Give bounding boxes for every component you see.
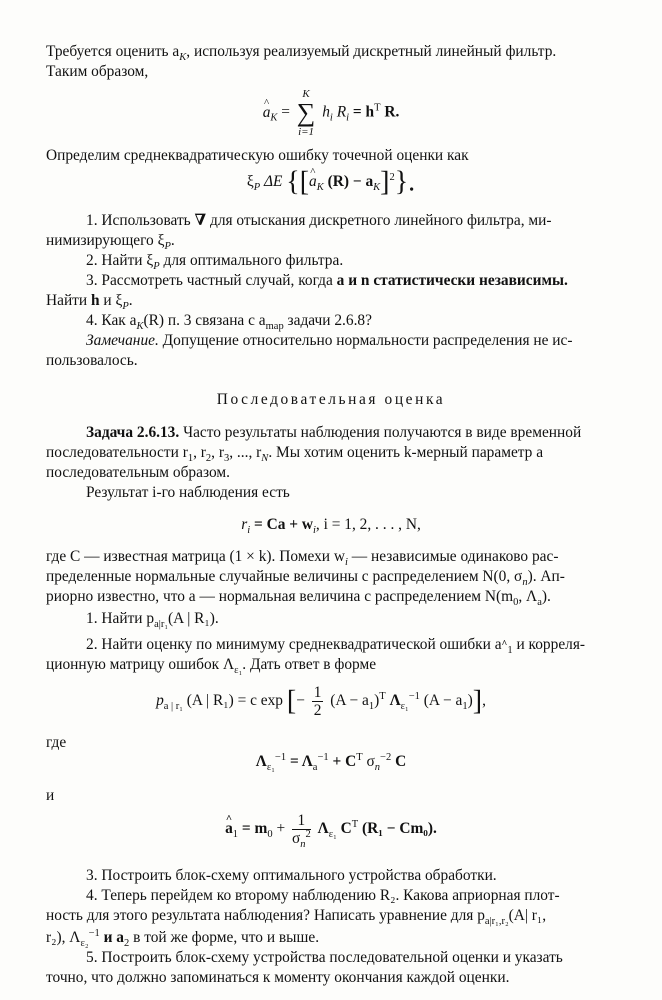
- subtask-4: 4. Теперь перейдем ко второму наблюдению R₂. Какова априорная плот-: [86, 887, 560, 904]
- section-heading: Последовательная оценка: [216, 391, 446, 408]
- subtask-3: 3. Построить блок-схему оптимального устройства обработки.: [86, 867, 497, 884]
- where-label-1: где: [46, 734, 67, 751]
- remark: Замечание. Допущение относительно нормальности распределения не ис-: [86, 332, 573, 349]
- remark-cont: пользовалось.: [46, 352, 138, 369]
- task-2613-line-2: последовательности $r_1$, $r_2$, $r_3$, ..., $r_N$. Мы хотим оценить k-мерный параметр a: [46, 444, 544, 465]
- subtask-4-cont: ность для этого результата наблюдения? Написать уравнение для $p_{a|r_1,r_2}(A|$ r₁,: [46, 907, 547, 928]
- task-2613-line-4: Результат i-го наблюдения есть: [86, 484, 290, 501]
- intro-line-2: Таким образом,: [46, 63, 149, 80]
- equation-mse: $\xi_P$ ΔE {[^ $a_K$ $(R) - a_K]^2$}.: [46, 172, 616, 192]
- subtask-5-cont: точно, что должно запоминаться к моменту окончания каждой оценки.: [46, 969, 510, 986]
- bottom-block: [46, 0, 616, 1000]
- subtask-2-cont: ционную матрицу ошибок $\Lambda_{\varepsilon_1}$. Дать ответ в форме: [46, 656, 377, 677]
- subtask-2: 2. Найти оценку по минимуму среднеквадратической ошибки $a^{\^{}}_1$ и корреля-: [86, 636, 586, 657]
- subtask-1: 1. Найти $p_{a|r_1}(A$ | R₁).: [86, 610, 219, 631]
- task-item-4: 4. Как $a_K(R)$ п. 3 связана с $a_{map}$ задачи 2.6.8?: [86, 312, 372, 333]
- equation-observation: $r_i = Ca + w_i$, i = 1, 2, . . . , N,: [241, 516, 421, 537]
- where-line-2: пределенные нормальные случайные величины с распределением N(0, $\sigma_n$). Ап-: [46, 568, 565, 589]
- equation-estimate-sum: ^ $a_K$ = K ∑ i=1 $h_i$ $R_i = h^T$ R.: [46, 88, 616, 138]
- task-2613-line-1: Задача 2.6.13. Часто результаты наблюдения получаются в виде временной: [86, 424, 582, 441]
- task-item-3: 3. Рассмотреть частный случай, когда a и n статистически независимы.: [86, 272, 568, 289]
- where-line-1: где C — известная матрица (1 × k). Помехи $w_i$ — независимые одинаково рас-: [46, 548, 559, 569]
- mse-definition-text: Определим среднеквадратическую ошибку точечной оценки как: [46, 147, 469, 164]
- where-line-3: риорно известно, что a — нормальная величина с распределением $N(m_0$, $\Lambda_a$).: [46, 588, 551, 609]
- equation-posterior: $p_{a | r_1}$ (A | R₁) = c exp [− $\frac{1}{2}$ $(A - a_1)^T$ $\Lambda_{\varepsilon_1}^{-1}$ $(A - a_1)$],: [156, 684, 486, 719]
- subtask-5: 5. Построить блок-схему устройства последовательной оценки и указать: [86, 949, 563, 966]
- task-item-1-cont: нимизирующего $\xi_P$.: [46, 232, 175, 253]
- equation-estimate-update: ^ $a_1 = m_0$ + $\frac{1}{\sigma_n^2}$ $\Lambda_{\varepsilon_1}$ $C^T$ (R₁ − Cm₀).: [46, 812, 616, 847]
- subtask-4-cont-2: r₂), $\Lambda_{\varepsilon_2}^{-1}$ и $a_2$ в той же форме, что и выше.: [46, 927, 320, 950]
- task-2613-line-3: последовательным образом.: [46, 464, 230, 481]
- task-item-2: 2. Найти $\xi_P$ для оптимального фильтра.: [86, 252, 344, 273]
- and-label: и: [46, 787, 55, 804]
- task-item-1: 1. Использовать ∇ для отыскания дискретного линейного фильтра, ми-: [86, 212, 552, 229]
- task-item-3-cont: Найти h и $\xi_P$.: [46, 292, 133, 313]
- intro-line-1: Требуется оценить $a_K$, используя реализуемый дискретный линейный фильтр.: [46, 43, 557, 64]
- equation-error-inverse: $\Lambda_{\varepsilon_1}^{-1} = \Lambda_a^{-1} + C^T$ $\sigma_n^{-2}$ C: [255, 751, 407, 774]
